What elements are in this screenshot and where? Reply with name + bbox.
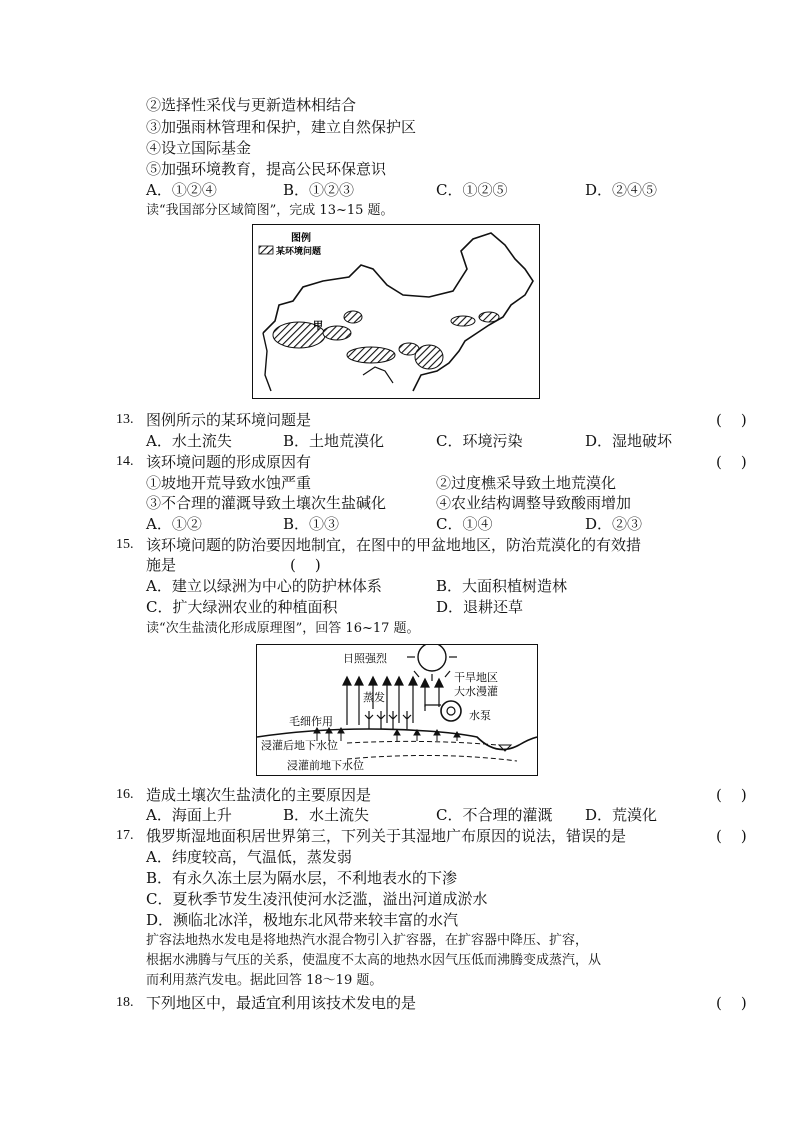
q14-item-4: ④农业结构调整导致酸雨增加 [436,494,632,512]
q18-answer-paren[interactable]: ( ) [716,994,747,1012]
q14-option-d: D．②③ [585,515,643,533]
q16-option-d: D．荒漠化 [585,806,658,824]
dry-area-label: 干旱地区 [454,671,498,684]
china-region-map [252,224,540,399]
q15-stem-line1: 该环境问题的防治要因地制宜，在图中的甲盆地地区，防治荒漠化的有效措 [146,536,642,554]
q14-item-3: ③不合理的灌溉导致土壤次生盐碱化 [146,494,387,512]
legend-swatch [259,246,273,254]
after-irrigation-water-table-label: 浸灌后地下水位 [261,739,338,752]
ordos-area [415,345,443,369]
q13-option-d: D．湿地破坏 [585,432,673,450]
q15-option-c: C．扩大绿洲农业的种植面积 [146,598,338,616]
q16-answer-paren[interactable]: ( ) [716,786,747,804]
q16-number: 16. [116,787,134,802]
q12-option-a: A．①②④ [146,181,217,199]
diagram-drawing [257,645,537,775]
q18-number: 18. [116,995,134,1010]
intro-item-3: ③加强雨林管理和保护，建立自然保护区 [146,118,417,136]
read-diagram-instruction: 读“次生盐渍化形成原理图”，回答 16~17 题。 [146,621,420,636]
q13-stem: 图例所示的某环境问题是 [146,411,312,429]
q13-option-a: A．水土流失 [146,432,232,450]
q14-item-1: ①坡地开荒导致水蚀严重 [146,474,312,492]
read-map-instruction: 读“我国部分区域简图”，完成 13~15 题。 [146,203,394,218]
q17-option-a: A．纬度较高，气温低，蒸发弱 [146,848,352,866]
q17-answer-paren[interactable]: ( ) [716,827,747,845]
q14-option-a: A．①② [146,515,202,533]
q16-stem: 造成土壤次生盐渍化的主要原因是 [146,786,372,804]
passage-line-1: 扩容法地热水发电是将地热汽水混合物引入扩容器，在扩容器中降压、扩容， [146,933,589,948]
q17-option-d: D．濒临北冰洋，极地东北风带来较丰富的水汽 [146,911,459,929]
intro-item-2: ②选择性采伐与更新造林相结合 [146,96,357,114]
legend-title: 图例 [291,233,311,244]
q14-option-b: B．①③ [283,515,340,533]
passage-line-3: 而利用蒸汽发电。据此回答 18～19 题。 [146,973,383,988]
capillary-label: 毛细作用 [289,715,333,728]
songnen-area [479,312,499,322]
q17-option-c: C．夏秋季节发生凌汛使河水泛滥，溢出河道成淤水 [146,890,488,908]
q15-number: 15. [116,537,134,552]
q15-option-d: D．退耕还草 [436,598,524,616]
passage-line-2: 根据水沸腾与气压的关系，使温度不太高的地热水因气压低而沸腾变成蒸汽，从 [146,953,602,968]
flood-irrigation-label: 大水漫灌 [454,685,498,698]
q15-stem-line2: 施是 [146,556,177,574]
q16-option-a: A．海面上升 [146,806,232,824]
west-border [263,333,271,391]
q12-option-c: C．①②⑤ [436,181,508,199]
salinization-diagram [256,644,538,776]
evaporation-label: 蒸发 [363,691,385,704]
q17-option-b: B．有永久冻土层为隔水层，不利地表水的下渗 [146,869,458,887]
area-east-of-tarim [323,326,351,340]
horqin-area [451,316,475,326]
inner-line [363,367,393,383]
q12-option-d: D．②④⑤ [585,181,658,199]
q15-option-a: A．建立以绿洲为中心的防护林体系 [146,577,382,595]
map-drawing [253,225,539,398]
q15-option-b: B．大面积植树造林 [436,577,568,595]
sun-label: 日照强烈 [343,652,387,665]
label-jia: 甲 [313,321,323,332]
before-water-table-line [347,755,517,761]
q14-answer-paren[interactable]: ( ) [716,453,747,471]
q14-stem: 该环境问题的形成原因有 [146,453,312,471]
pump-icon [441,701,461,721]
q13-number: 13. [116,412,134,427]
pump-label: 水泵 [469,709,491,722]
q14-item-2: ②过度樵采导致土地荒漠化 [436,474,617,492]
q17-stem: 俄罗斯湿地面积居世界第三，下列关于其湿地广布原因的说法，错误的是 [146,827,627,845]
q16-option-b: B．水土流失 [283,806,370,824]
q12-option-b: B．①②③ [283,181,355,199]
sun-icon [418,645,446,671]
q13-option-c: C．环境污染 [436,432,523,450]
intro-item-5: ⑤加强环境教育，提高公民环保意识 [146,160,387,178]
intro-item-4: ④设立国际基金 [146,139,252,157]
q15-answer-paren[interactable]: ( ) [290,556,321,574]
q17-number: 17. [116,828,134,843]
q14-number: 14. [116,454,134,469]
q14-option-c: C．①④ [436,515,493,533]
q18-stem: 下列地区中，最适宜利用该技术发电的是 [146,994,417,1012]
before-irrigation-water-table-label: 浸灌前地下水位 [287,759,364,772]
after-water-table-line [347,741,497,745]
legend-label: 某环境问题 [276,247,322,257]
q13-answer-paren[interactable]: ( ) [716,411,747,429]
hexi-area [347,347,395,363]
q13-option-b: B．土地荒漠化 [283,432,385,450]
crop-plants [365,711,411,729]
junggar-area [344,311,362,323]
q16-option-c: C．不合理的灌溉 [436,806,553,824]
